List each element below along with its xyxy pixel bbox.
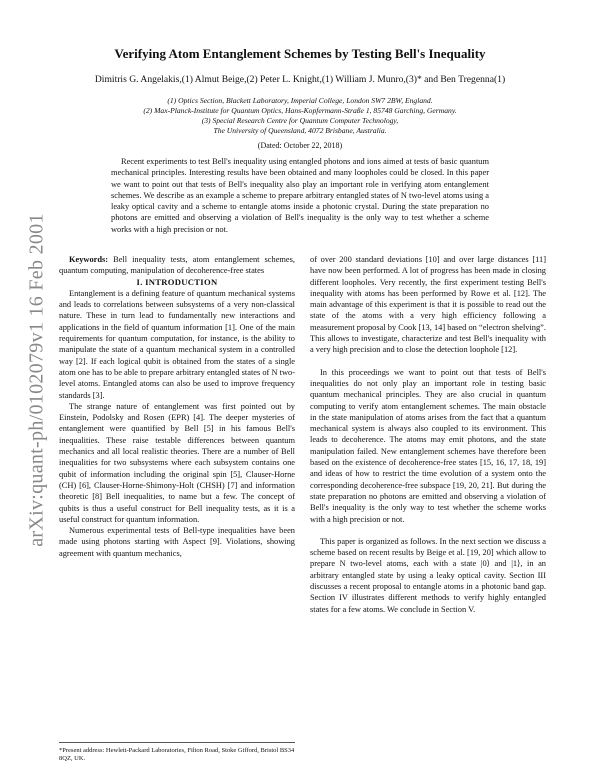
footnote: *Present address: Hewlett-Packard Laboratories, Filton Road, Stoke Gifford, Bristol BS34 8QZ, UK. bbox=[59, 742, 295, 764]
paragraph: In this proceedings we want to point out that tests of Bell's inequalities do not only play an important role in testing basic quantum mechanical principles. They are also crucial in quantum computing to verify atom entanglement schemes. The main obstacle in the state manipulation of atoms arises from the fact that a quantum mechanical system is always also coupled to its environment. This leads to decoherence. The atoms may emit photons, and the state manipulation failed. New entanglement schemes have therefore been based on the existence of decoherence-free states [15, 16, 17, 18, 19] and ideas of how to restrict the time evolution of a system onto the corresponding decoherence-free subspace [19, 20, 21]. But during the state preparation no photons are emitted and observing a violation of Bell's inequality is the only way to test whether the scheme works with a high precision or not. bbox=[310, 367, 546, 524]
affiliation-3: (3) Special Research Centre for Quantum Computer Technology, bbox=[201, 116, 399, 125]
keywords-text: Bell inequality tests, atom entanglement schemes, quantum computing, manipulation of decoherence-free states bbox=[59, 255, 295, 276]
left-column bbox=[59, 254, 295, 740]
keywords-label: Keywords: bbox=[69, 255, 109, 264]
paper-date: (Dated: October 22, 2018) bbox=[257, 141, 343, 150]
paper-title: Verifying Atom Entanglement Schemes by Testing Bell's Inequality bbox=[114, 46, 486, 61]
paragraph: The strange nature of entanglement was first pointed out by Einstein, Podolsky and Rosen (EPR) [4]. The deeper mysteries of entanglement were quantified by Bell [5] in his famous Bell's inequalities. These raise testable differences between quantum mechanics and all local realistic theories. There are a number of Bell inequalities for two subsystems where each subsystem contains one qubit of information including the original spin [5], Clauser-Horne (CH) [6], Clauser-Horne-Shimony-Holt (CHSH) [7] and information theoretic [8] Bell inequalities, to name but a few. The concept of qubits is thus a useful construct for Bell inequality tests, as it is a useful construct for quantum information. bbox=[59, 401, 295, 524]
paragraph: Entanglement is a defining feature of quantum mechanical systems and leads to correlations between subsystems of a very non-classical nature. These in turn lead to fundamentally new interactions and applications in the field of quantum information [1]. One of the main requirements for quantum computation, for instance, is the ability to manipulate the state of a quantum mechanical system in a controlled way [2]. If each logical qubit is obtained from the states of a single atom one has to be able to prepare arbitrary entangled states of N two-level atoms. Entangled atoms can also be used to improve frequency standards [3]. bbox=[59, 288, 295, 400]
keywords bbox=[59, 254, 295, 277]
affiliation-2: (2) Max-Planck-Institute for Quantum Optics, Hans-Kopfermann-Straße 1, 85748 Garching, Germany. bbox=[143, 106, 457, 115]
paragraph: This paper is organized as follows. In the next section we discuss a scheme based on recent results by Beige et al. [19, 20] which allow to prepare N two-level atoms, each with a state |0⟩ and |1⟩, in an arbitrary entangled state by using a leaky optical cavity. Section III discusses a recent proposal to entangle atoms in a photonic band gap. Section IV illustrates different methods to verify highly entangled states for a few atoms. We conclude in Section V. bbox=[310, 536, 546, 614]
affiliations bbox=[90, 96, 510, 136]
paragraph: Numerous experimental tests of Bell-type inequalities have been made using photons starting with Aspect [9]. Violations, showing agreement with quantum mechanics, bbox=[59, 526, 295, 558]
section-heading: I. INTRODUCTION bbox=[136, 276, 218, 287]
paragraph: of over 200 standard deviations [10] and over large distances [11] have now been performed. A lot of progress has been made in closing different loopholes. Very recently, the first experiment testing Bell's inequality with atoms has been performed by Rowe et al. [12]. The main advantage of this experiment is that it is possible to read out the state of the atoms with a very high efficiency following a measurement proposal by Cook [13, 14] based on “electron shelving”. This allows to investigate, characterize and test Bell's inequality with a very high precision and to close the detection loophole [12]. bbox=[310, 255, 546, 355]
abstract: Recent experiments to test Bell's inequality using entangled photons and ions aimed at tests of basic quantum mechanical principles. Interesting results have been obtained and many loopholes could be closed. In this paper we want to point out that tests of Bell's inequality also play an important role in verifying atom entanglement schemes. We describe as an example a scheme to prepare arbitrary entangled states of N two-level atoms using a leaky optical cavity and a scheme to entangle atoms inside a photonic crystal. During the state preparation no photons are emitted and observing a violation of Bell's inequality is the only way to test whether a scheme works with a high precision or not. bbox=[111, 157, 489, 234]
arxiv-id: arXiv:quant-ph/0102079v1 16 Feb 2001 bbox=[25, 213, 48, 547]
affiliation-1: (1) Optics Section, Blackett Laboratory, Imperial College, London SW7 2BW, England. bbox=[167, 96, 433, 105]
right-column bbox=[310, 254, 546, 615]
affiliation-3-cont: The University of Queensland, 4072 Brisbane, Australia. bbox=[213, 126, 387, 135]
arxiv-sidebar-stamp bbox=[22, 130, 52, 630]
author-list: Dimitris G. Angelakis,(1) Almut Beige,(2) Peter L. Knight,(1) William J. Munro,(3)* and Ben Tregenna(1) bbox=[94, 74, 506, 85]
